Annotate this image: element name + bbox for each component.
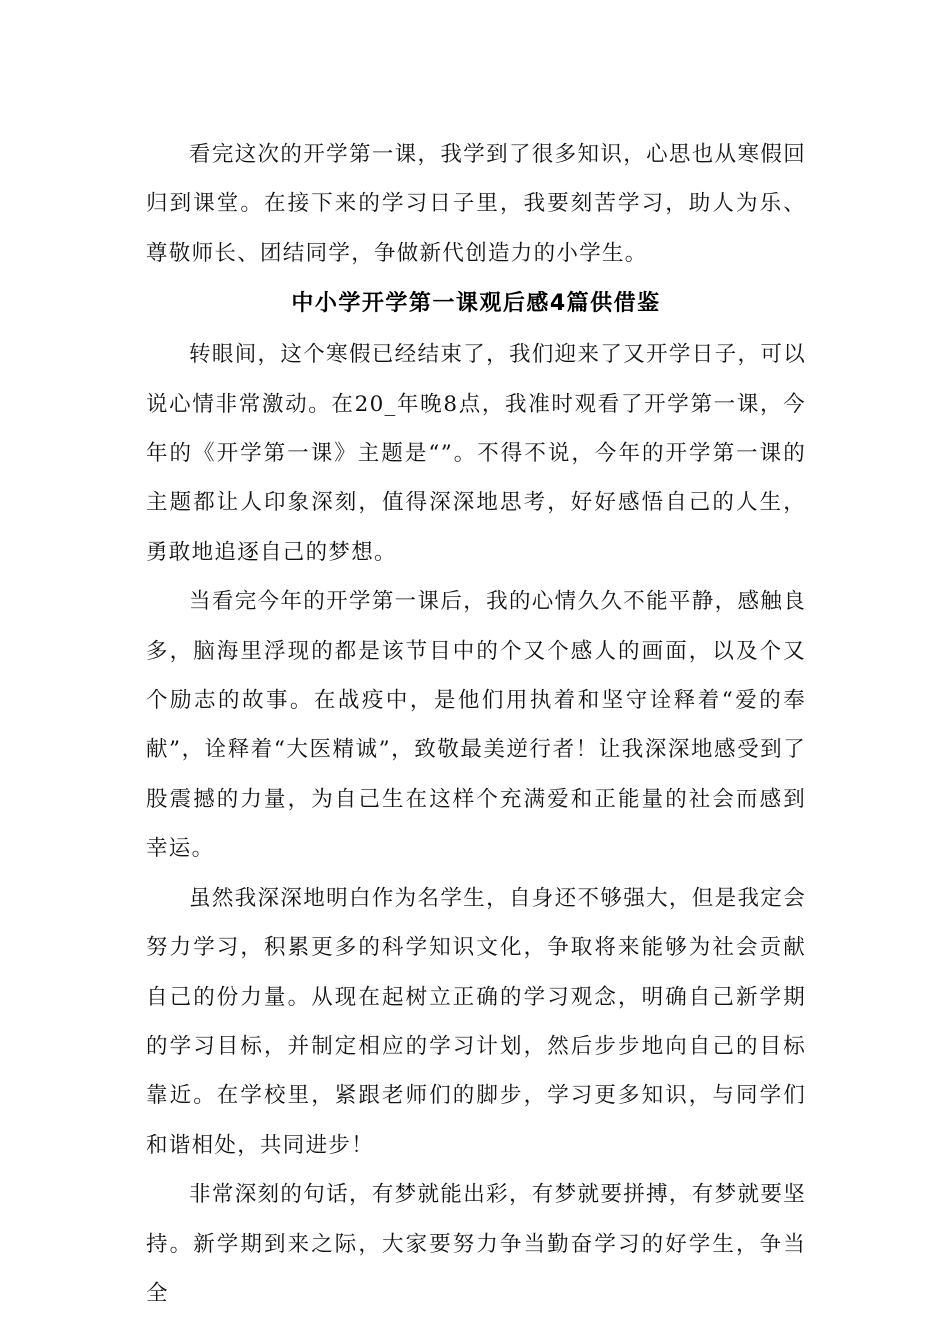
section-heading: 中小学开学第一课观后感4篇供借鉴 bbox=[291, 291, 661, 317]
paragraph: 转眼间，这个寒假已经结束了，我们迎来了又开学日子，可以说心情非常激动。在20_年晚8点，我准时观看了开学第一课，今年的《开学第一课》主题是“”。不得不说，今年的开学第一课的主题都让人印象深刻，值得深深地思考，好好感悟自己的人生，勇敢地追逐自己的梦想。 bbox=[146, 342, 806, 565]
paragraph: 看完这次的开学第一课，我学到了很多知识，心思也从寒假回归到课堂。在接下来的学习日子里，我要刻苦学习，助人为乐、尊敬师长、团结同学，争做新代创造力的小学生。 bbox=[146, 142, 806, 266]
paragraph: 当看完今年的开学第一课后，我的心情久久不能平静，感触良多，脑海里浮现的都是该节目中的个又个感人的画面，以及个又个励志的故事。在战疫中，是他们用执着和坚守诠释着“爱的奉献”，诠释着“大医精诚”，致敬最美逆行者！让我深深地感受到了股震撼的力量，为自己生在这样个充满爱和正能量的社会而感到幸运。 bbox=[146, 589, 806, 862]
paragraph: 虽然我深深地明白作为名学生，自身还不够强大，但是我定会努力学习，积累更多的科学知识文化，争取将来能够为社会贡献自己的份力量。从现在起树立正确的学习观念，明确自己新学期的学习目标，并制定相应的学习计划，然后步步地向自己的目标靠近。在学校里，紧跟老师们的脚步，学习更多知识，与同学们和谐相处，共同进步！ bbox=[146, 885, 806, 1158]
document-body bbox=[146, 130, 806, 1318]
paragraph: 非常深刻的句话，有梦就能出彩，有梦就要拼搏，有梦就要坚持。新学期到来之际，大家要努力争当勤奋学习的好学生，争当全 bbox=[146, 1182, 806, 1306]
